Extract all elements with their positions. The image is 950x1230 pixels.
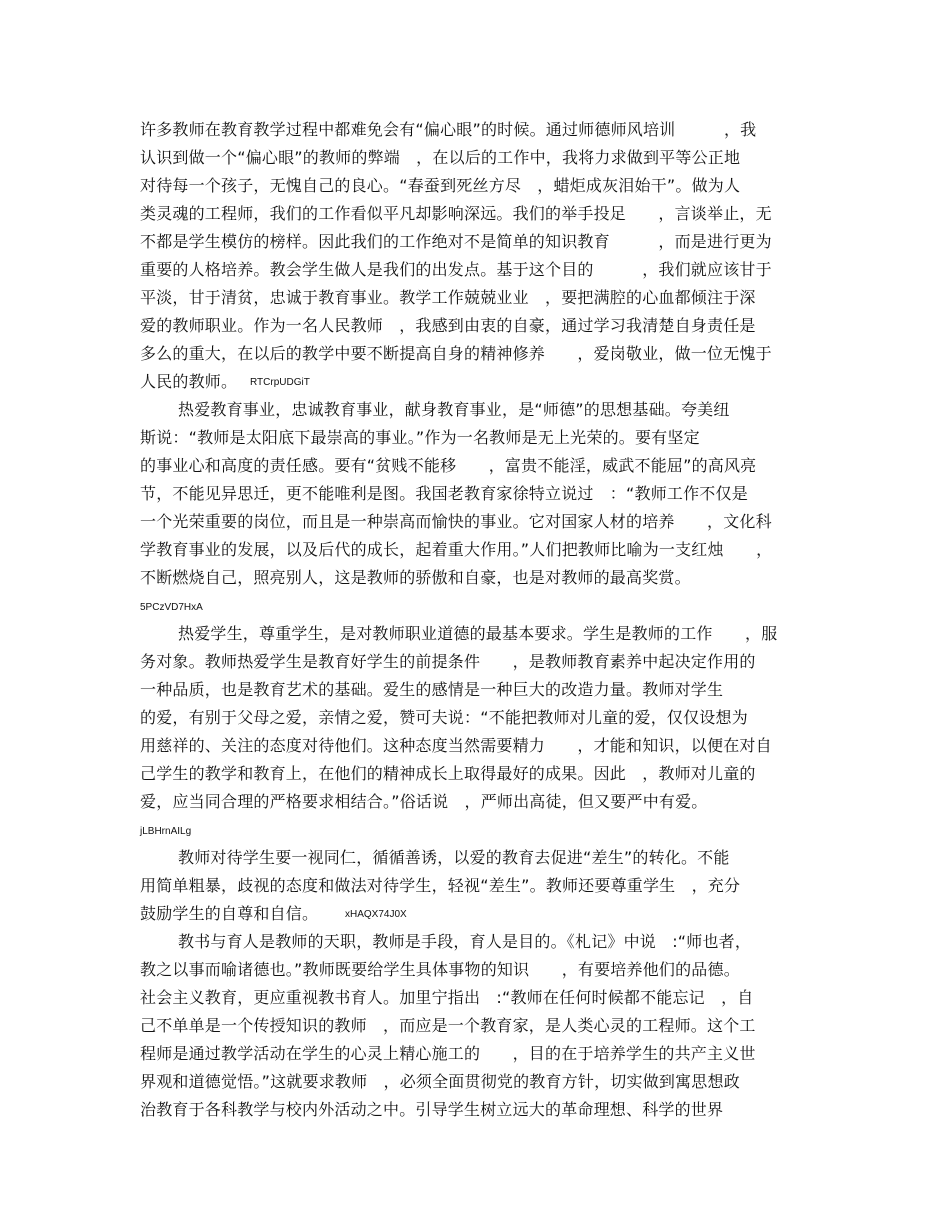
paragraph-3-line-2: 务对象。教师热爱学生是教育好学生的前提条件 ，是教师教育素养中起决定作用的 — [140, 652, 756, 671]
watermark-code-2: 5PCzVD7HxA — [140, 602, 203, 613]
paragraph-1-line-1: 许多教师在教育教学过程中都难免会有“偏心眼”的时候。通过师德师风培训 ，我 — [140, 120, 757, 139]
paragraph-4-line-3: 鼓励学生的自尊和自信。 — [140, 904, 319, 923]
paragraph-2-line-4: 节，不能见异思迁，更不能唯利是图。我国老教育家徐特立说过 ：“教师工作不仅是 — [140, 484, 748, 503]
paragraph-3-line-3: 一种品质，也是教育艺术的基础。爱生的感情是一种巨大的改造力量。教师对学生 — [140, 680, 724, 699]
paragraph-1-line-3: 对待每一个孩子，无愧自己的良心。“春蚕到死丝方尽 ，蜡炬成灰泪始干”。做为人 — [140, 176, 741, 195]
paragraph-5-line-1: 教书与育人是教师的天职，教师是手段，育人是目的。《札记》中说 :“师也者， — [178, 932, 752, 951]
paragraph-5-line-2: 教之以事而喻诸德也。”教师既要给学生具体事物的知识 ，有要培养他们的品德。 — [140, 960, 740, 979]
paragraph-3-line-7: 爱，应当同合理的严格要求相结合。”俗话说 ，严师出高徒，但又要严中有爱。 — [140, 792, 708, 811]
paragraph-1-line-4: 类灵魂的工程师，我们的工作看似平凡却影响深远。我们的举手投足 ，言谈举止，无 — [140, 204, 772, 223]
paragraph-2-line-3: 的事业心和高度的责任感。要有“贫贱不能移 ，富贵不能淫，威武不能屈”的高风亮 — [140, 456, 757, 475]
paragraph-3-line-4: 的爱，有别于父母之爱，亲情之爱，赞可夫说：“不能把教师对儿童的爱，仅仅设想为 — [140, 708, 748, 727]
paragraph-1-line-6: 重要的人格培养。教会学生做人是我们的出发点。基于这个目的 ，我们就应该甘于 — [140, 260, 772, 279]
paragraph-1-line-10: 人民的教师。 — [140, 372, 238, 391]
paragraph-4-line-2: 用简单粗暴，歧视的态度和做法对待学生，轻视“差生”。教师还要尊重学生 ，充分 — [140, 876, 741, 895]
paragraph-2-line-1: 热爱教育事业，忠诚教育事业，献身教育事业，是“师德”的思想基础。夸美纽 — [178, 400, 730, 419]
paragraph-1-line-9: 多么的重大，在以后的教学中要不断提高自身的精神修养 ，爱岗敬业，做一位无愧于 — [140, 344, 772, 363]
paragraph-3-line-1: 热爱学生，尊重学生，是对教师职业道德的最基本要求。学生是教师的工作 ，服 — [178, 624, 778, 643]
watermark-code-1: RTCrpUDGiT — [250, 377, 310, 388]
paragraph-2-line-6: 学教育事业的发展，以及后代的成长，起着重大作用。”人们把教师比喻为一支红烛 ， — [140, 540, 773, 559]
paragraph-1-line-2: 认识到做一个“偏心眼”的教师的弊端 ，在以后的工作中，我将力求做到平等公正地 — [140, 148, 741, 167]
watermark-code-3: jLBHrnAILg — [140, 826, 192, 837]
paragraph-4-line-1: 教师对待学生要一视同仁，循循善诱，以爱的教育去促进“差生”的转化。不能 — [178, 848, 730, 867]
paragraph-5-line-7: 治教育于各科教学与校内外活动之中。引导学生树立远大的革命理想、科学的世界 — [140, 1100, 724, 1119]
paragraph-2-line-5: 一个光荣重要的岗位，而且是一种崇高而愉快的事业。它对国家人材的培养 ，文化科 — [140, 512, 772, 531]
paragraph-5-line-6: 界观和道德觉悟。”这就要求教师 ，必须全面贯彻党的教育方针，切实做到寓思想政 — [140, 1072, 740, 1091]
paragraph-5-line-3: 社会主义教育，更应重视教书育人。加里宁指出 :“教师在任何时候都不能忘记 ，自 — [140, 988, 754, 1007]
paragraph-1-line-5: 不都是学生模仿的榜样。因此我们的工作绝对不是简单的知识教育 ，而是进行更为 — [140, 232, 772, 251]
paragraph-1-line-7: 平淡，甘于清贫，忠诚于教育事业。教学工作兢兢业业 ，要把满腔的心血都倾注于深 — [140, 288, 756, 307]
paragraph-3-line-5: 用慈祥的、关注的态度对待他们。这种态度当然需要精力 ，才能和知识，以便在对自 — [140, 736, 772, 755]
paragraph-1-line-8: 爱的教师职业。作为一名人民教师 ，我感到由衷的自豪，通过学习我清楚自身责任是 — [140, 316, 756, 335]
paragraph-5-line-5: 程师是通过教学活动在学生的心灵上精心施工的 ，目的在于培养学生的共产主义世 — [140, 1044, 756, 1063]
paragraph-5-line-4: 己不单单是一个传授知识的教师 ，而应是一个教育家，是人类心灵的工程师。这个工 — [140, 1016, 756, 1035]
watermark-code-4: xHAQX74J0X — [345, 909, 407, 920]
paragraph-3-line-6: 己学生的教学和教育上，在他们的精神成长上取得最好的成果。因此 ，教师对儿童的 — [140, 764, 756, 783]
paragraph-2-line-7: 不断燃烧自己，照亮别人，这是教师的骄傲和自豪，也是对教师的最高奖赏。 — [140, 568, 691, 587]
paragraph-2-line-2: 斯说：“教师是太阳底下最崇高的事业。”作为一名教师是无上光荣的。要有坚定 — [140, 428, 700, 447]
